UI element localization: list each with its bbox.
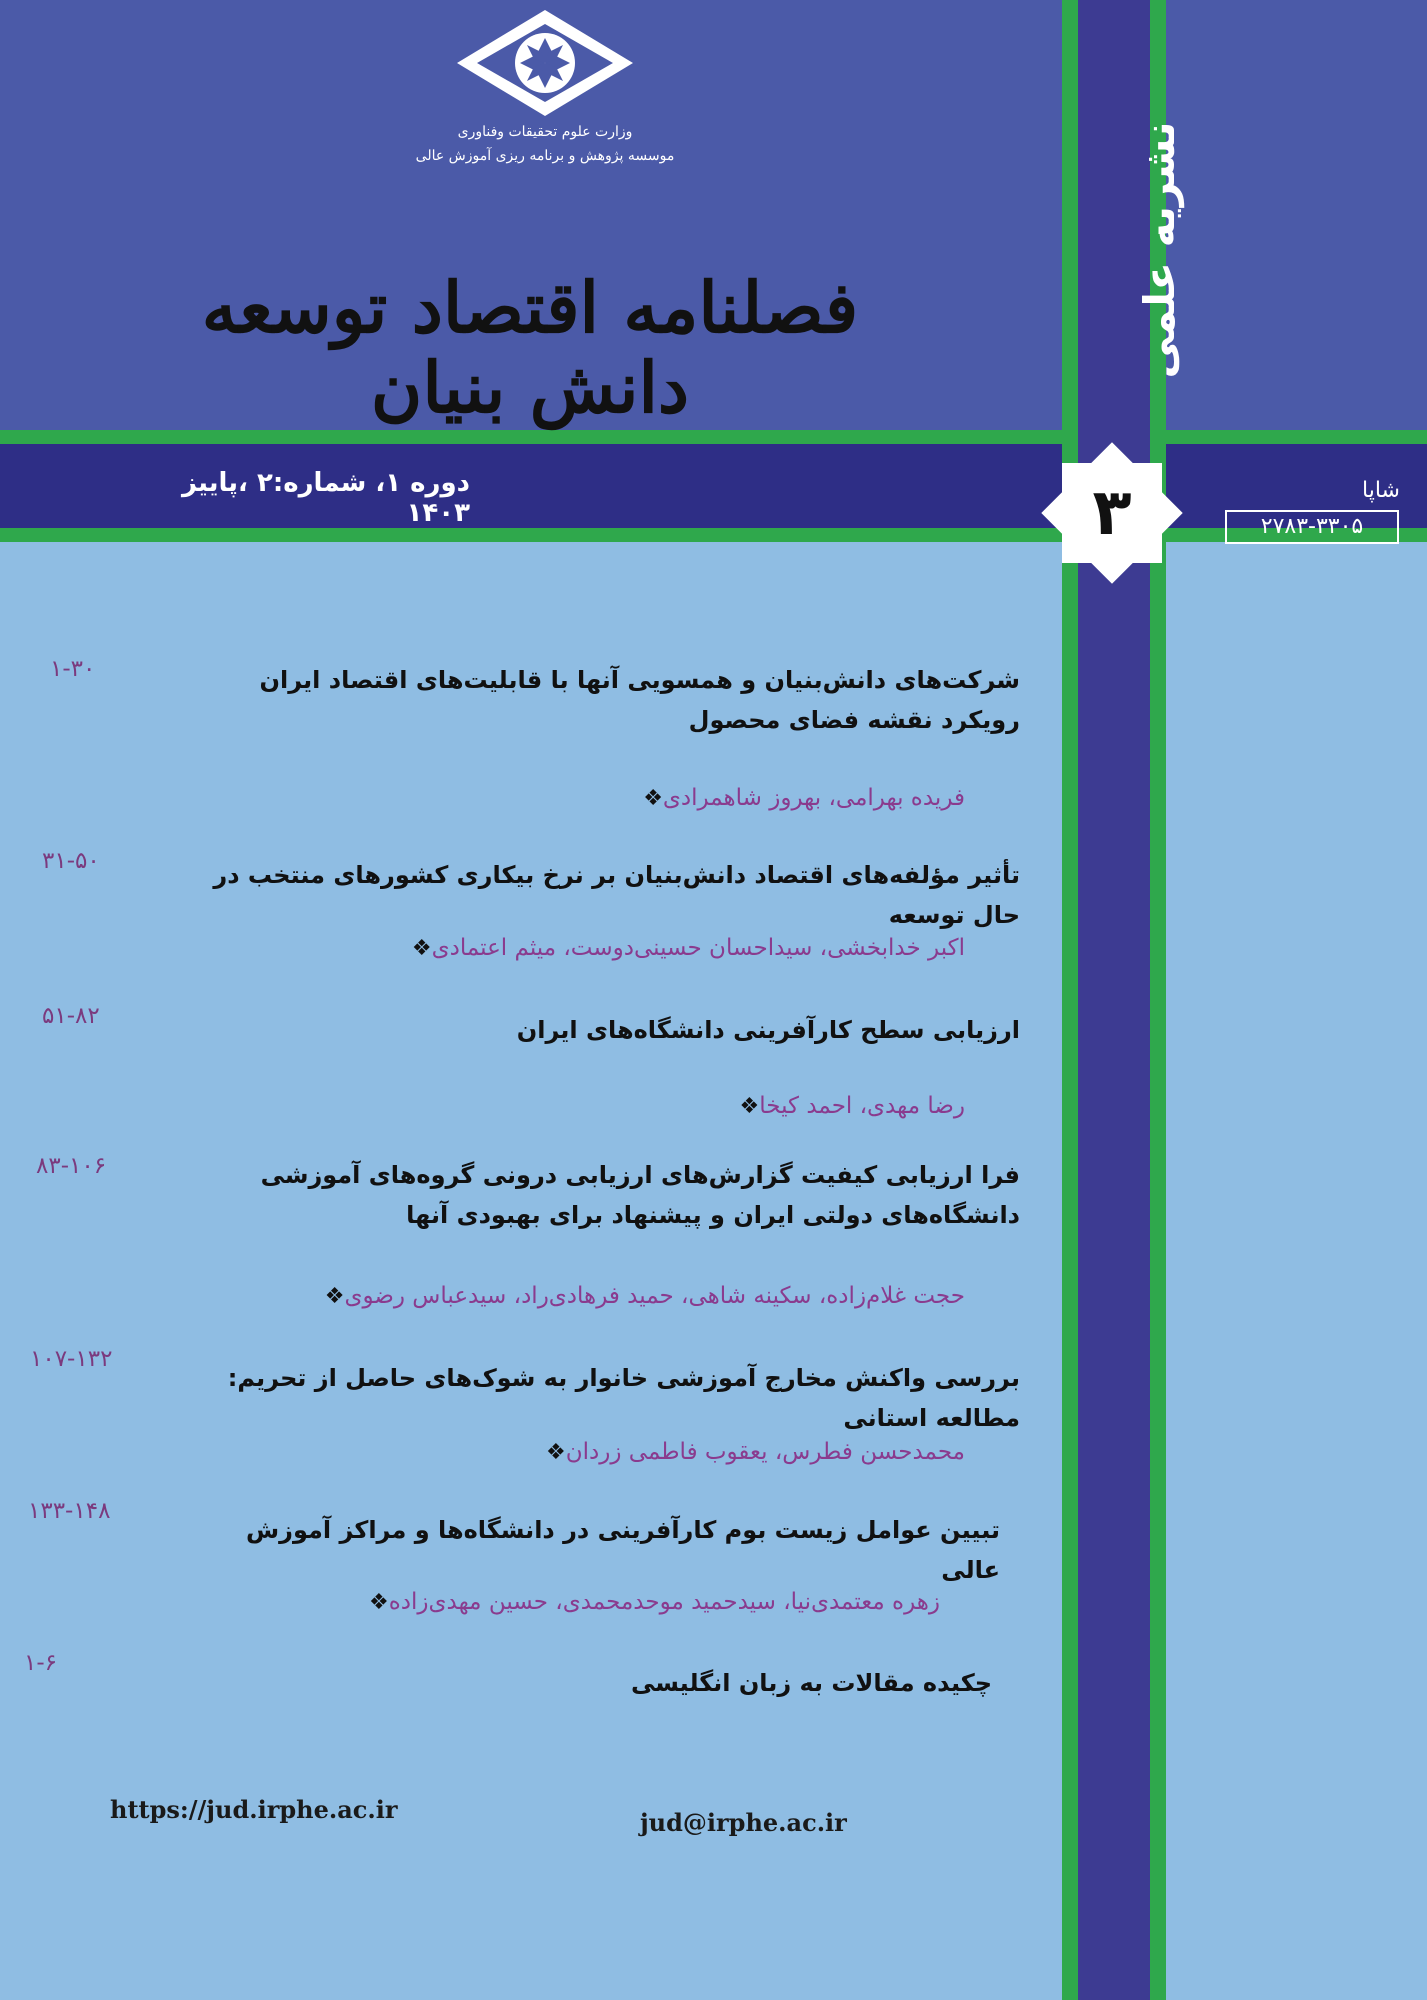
toc-authors-row [300, 1434, 965, 1470]
vertical-green-stripe-left [1062, 0, 1078, 2000]
toc-authors-row [300, 930, 965, 966]
page-range: ۱۳۳-۱۴۸ [28, 1498, 111, 1524]
article-title: شرکت‌های دانش‌بنیان و همسویی آنها با قابلیت‌های اقتصاد ایران رویکرد نقشه فضای محصول [259, 666, 1020, 734]
toc-entry [200, 1510, 1000, 1590]
toc-entry [200, 855, 1020, 935]
issn-label: شاپا [1362, 478, 1400, 503]
toc-authors-row [300, 1088, 965, 1124]
article-title: بررسی واکنش مخارج آموزشی خانوار به شوک‌های حاصل از تحریم: مطالعه استانی [227, 1364, 1020, 1432]
toc-entry [200, 1358, 1020, 1438]
article-authors: اکبر خدابخشی، سیداحسان حسینی‌دوست، میثم اعتمادی [431, 935, 965, 961]
article-authors: زهره معتمدی‌نیا، سیدحمید موحدمحمدی، حسین مهدی‌زاده [388, 1589, 940, 1615]
toc-authors-row [200, 1278, 965, 1314]
green-rule-bottom [0, 528, 1427, 542]
article-authors: فریده بهرامی، بهروز شاهمرادی [662, 785, 965, 811]
diamond-bullet-icon: ❖ [411, 936, 432, 961]
page-range: ۳۱-۵۰ [42, 848, 100, 874]
toc-entry [200, 1010, 1020, 1050]
page-range: ۱۰۷-۱۳۲ [30, 1346, 113, 1372]
article-title: چکیده مقالات به زبان انگلیسی [630, 1669, 992, 1697]
article-authors: حجت غلام‌زاده، سکینه شاهی، حمید فرهادی‌راد، سیدعباس رضوی [344, 1283, 965, 1309]
toc-authors-row [300, 1584, 940, 1620]
article-title: تبیین عوامل زیست بوم کارآفرینی در دانشگاه‌ها و مراکز آموزش عالی [246, 1516, 1000, 1584]
article-authors: رضا مهدی، احمد کیخا [759, 1093, 965, 1119]
toc-authors-row [300, 780, 965, 816]
institute-logo-icon [455, 8, 635, 118]
diamond-bullet-icon: ❖ [546, 1440, 566, 1465]
issn-number: ۲۷۸۳-۳۳۰۵ [1225, 510, 1399, 544]
page-range: ۸۳-۱۰۶ [36, 1153, 107, 1179]
article-authors: محمدحسن فطرس، یعقوب فاطمی زردان [565, 1439, 965, 1465]
page-range: ۵۱-۸۲ [42, 1003, 100, 1029]
ministry-caption [400, 120, 690, 168]
issue-number: ۳ [1092, 476, 1132, 550]
issue-number-badge [1027, 428, 1197, 598]
ministry-line-1: وزارت علوم تحقیقات وفناوری [457, 124, 633, 140]
page-range: ۱-۶ [24, 1650, 58, 1676]
diamond-bullet-icon: ❖ [643, 786, 663, 811]
journal-type-label: نشریه علمی [1135, 121, 1184, 379]
article-title: فرا ارزیابی کیفیت گزارش‌های ارزیابی درونی گروه‌های آموزشی دانشگاه‌های دولتی ایران و پیشنهاد برای بهبودی آنها [260, 1161, 1020, 1229]
email-link[interactable]: jud@irphe.ac.ir [640, 1808, 847, 1837]
website-link[interactable]: https://jud.irphe.ac.ir [110, 1795, 398, 1824]
toc-entry [200, 660, 1020, 740]
issue-info: دوره ۱، شماره:۲ ،پاییز ۱۴۰۳ [181, 468, 470, 528]
toc-entry [200, 1155, 1020, 1235]
diamond-bullet-icon: ❖ [324, 1284, 345, 1309]
journal-title: فصلنامه اقتصاد توسعه دانش بنیان [201, 266, 859, 429]
page-range: ۱-۳۰ [50, 656, 96, 682]
green-rule-top [0, 430, 1427, 444]
toc-entry [500, 1663, 992, 1703]
ministry-line-2: موسسه پژوهش و برنامه ریزی آموزش عالی [415, 148, 675, 164]
diamond-bullet-icon: ❖ [739, 1094, 760, 1119]
article-title: تأثیر مؤلفه‌های اقتصاد دانش‌بنیان بر نرخ بیکاری کشورهای منتخب در حال توسعه [213, 861, 1020, 929]
diamond-bullet-icon: ❖ [368, 1590, 389, 1615]
article-title: ارزیابی سطح کارآفرینی دانشگاه‌های ایران [516, 1016, 1020, 1044]
